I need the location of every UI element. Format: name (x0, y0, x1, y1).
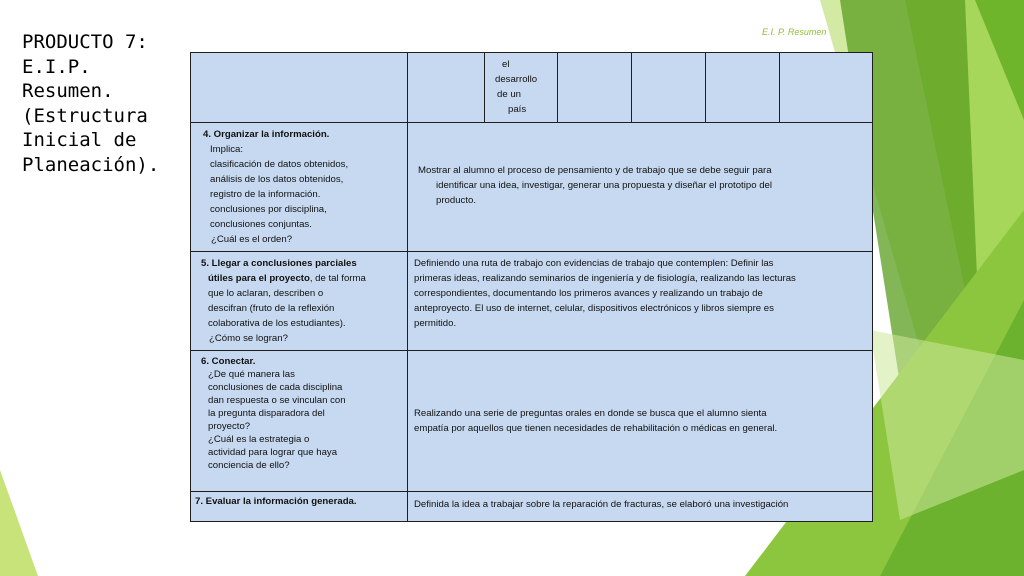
step-title: 5. Llegar a conclusiones parciales (201, 258, 357, 269)
step-title: 6. Conectar. (201, 356, 256, 367)
text-line: ¿Cuál es la estrategia o (208, 434, 310, 445)
description-cell (408, 351, 873, 492)
text-line: ¿De qué manera las (208, 369, 295, 380)
text-line: registro de la información. (210, 189, 321, 200)
text-line: conclusiones de cada disciplina (208, 382, 343, 393)
text-line: desarrollo (495, 74, 538, 85)
table-cell (780, 53, 873, 123)
text-line: colaborativa de los estudiantes). (208, 318, 346, 329)
text-line: conciencia de ello? (208, 460, 290, 471)
text-line: ¿Cómo se logran? (209, 333, 288, 344)
text-line: el (502, 59, 510, 70)
text-line: actividad para lograr que haya (208, 447, 338, 458)
text-line: primeras ideas, realizando seminarios de ingeniería y de fisiología, realizando las lecturas (414, 273, 796, 284)
table-cell (485, 53, 558, 123)
planning-table (190, 52, 873, 522)
step-heading (195, 494, 403, 509)
text-line: empatía por aquellos que tienen necesidades de rehabilitación o médicas en general. (414, 423, 778, 434)
step-heading-line2 (201, 271, 403, 286)
text-line: conclusiones por disciplina, (210, 204, 327, 215)
text-line: Implica: (210, 144, 244, 155)
table-cell (632, 53, 706, 123)
text-line: producto. (436, 195, 477, 206)
step-heading (203, 127, 403, 142)
text-line: análisis de los datos obtenidos, (210, 174, 344, 185)
text-line: de un (497, 89, 522, 100)
text-line: Definiendo una ruta de trabajo con evidencias de trabajo que contemplen: Definir las (414, 258, 774, 269)
table-cell (706, 53, 780, 123)
text-line: conclusiones conjuntas. (210, 219, 312, 230)
step-title: 4. Organizar la información. (203, 129, 330, 140)
description-cell (408, 123, 873, 252)
text-line: permitido. (414, 318, 457, 329)
table-row (191, 53, 873, 123)
slide-title: PRODUCTO 7: E.I.P. Resumen. (Estructura Inicial de Planeación). (22, 31, 160, 176)
step-title-bold: útiles para el proyecto (208, 273, 310, 284)
table-cell (191, 53, 408, 123)
text-line: proyecto? (208, 421, 251, 432)
text-line: país (508, 104, 527, 115)
step-heading (201, 355, 403, 368)
text-fragment: , de tal forma (309, 273, 366, 284)
table-cell (408, 53, 485, 123)
text-line: identificar una idea, investigar, generar una propuesta y diseñar el prototipo del (436, 180, 772, 191)
text-line: Mostrar al alumno el proceso de pensamiento y de trabajo que se debe seguir para (418, 165, 772, 176)
step-cell (191, 492, 408, 522)
table-row (191, 492, 873, 522)
table-row (191, 123, 873, 252)
description-cell (408, 492, 873, 522)
deco-shape (0, 470, 38, 576)
table-row (191, 252, 873, 351)
step-cell (191, 252, 408, 351)
text-line: clasificación de datos obtenidos, (210, 159, 349, 170)
text-line: dan respuesta o se vinculan con (208, 395, 346, 406)
text-line: correspondientes, documentando los primeros avances y realizando un trabajo de (414, 288, 763, 299)
text-line: la pregunta disparadora del (208, 408, 325, 419)
text-line: descifran (fruto de la reflexión (208, 303, 335, 314)
step-cell (191, 351, 408, 492)
step-cell (191, 123, 408, 252)
table-cell (558, 53, 632, 123)
description-cell (408, 252, 873, 351)
slide-footer: E.I. P. Resumen (762, 27, 827, 37)
step-heading (201, 256, 403, 271)
text-line: Definida la idea a trabajar sobre la reparación de fracturas, se elaboró una investigación (414, 499, 789, 510)
step-title: 7. Evaluar la información generada. (195, 496, 357, 507)
text-line: anteproyecto. El uso de internet, celular, dispositivos electrónicos y libros siempre es (414, 303, 774, 314)
text-line: ¿Cuál es el orden? (211, 234, 293, 245)
table-row (191, 351, 873, 492)
text-line: Realizando una serie de preguntas orales en donde se busca que el alumno sienta (414, 408, 767, 419)
text-line: que lo aclaran, describen o (208, 288, 324, 299)
